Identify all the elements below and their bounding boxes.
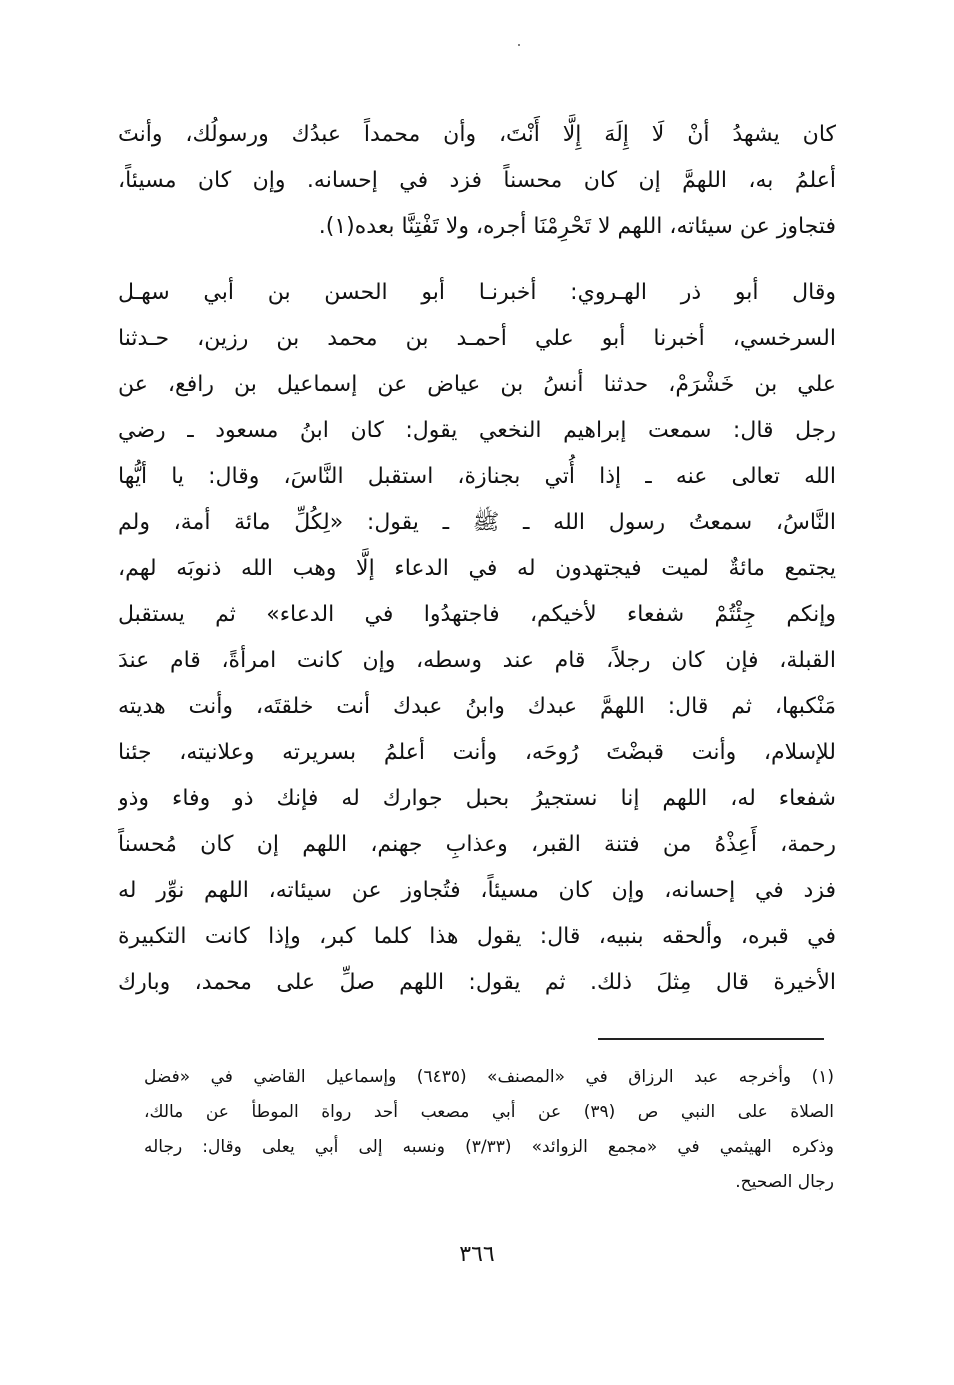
page-number: ٣٦٦ [459,1242,495,1267]
text-line: النَّاسُ، سمعتُ رسول الله ـ ﷺ ـ يقول: «لِكُلِّ مائة أمة، ولم [118,510,836,535]
footnote-line: وذكره الهيثمي في «مجمع الزوائد» (٣/٣٣) ونسبه إلى أبي يعلى وقال: رجاله [144,1137,834,1157]
text-line: وإنكم جِئْتُمْ شفعاء لأخيكم، فاجتهدُوا في الدعاء» ثم يستقبل [118,602,836,627]
paragraph-1 [118,112,836,250]
footnote-line: رجال الصحيح. [735,1172,834,1192]
text-line: في قبره، وألحقه بنبيه، قال: يقول هذا كلما كبر، وإذا كانت التكبيرة [118,924,836,949]
footnotes [144,1060,834,1200]
text-line: فتجاوز عن سيئاته، اللهم لا تَحْرِمْنَا أجره، ولا تَفْتِنَّا بعده(١). [318,214,836,239]
text-line: كان يشهدُ أنْ لَا إِلَهَ إِلَّا أَنْتَ، وأن محمداً عبدُك ورسولُك، وأنتَ [118,122,836,147]
text-line: أعلمُ به، اللهمَّ إن كان محسناً فزد في إحسانه. وإن كان مسيئاً، [118,168,836,193]
text-line: علي بن خَشْرَمْ، حدثنا أنسُ بن عياض عن إسماعيل بن رافع، عن [118,372,836,397]
text-line: فزد في إحسانه، وإن كان مسيئاً، فتُجاوز عن سيئاته، اللهم نوِّر له [118,878,836,903]
text-line: شفعاء له، اللهم إنا نستجيرُ بحبل جوارك له فإنك ذو وفاء وذو [118,786,836,811]
text-line: الله تعالى عنه ـ إذا أُتي بجنازة، استقبل النَّاسَ، وقال: يا أيُّها [118,464,836,489]
main-text [118,112,836,1006]
text-line: وقال أبو ذر الهـروي: أخبرنـا أبو الحسن بن أبي سهـل [118,280,836,305]
text-line: مَنْكبها، ثم قال: اللهمَّ عبدك وابنُ عبدك أنت خلقتَه، وأنت هديته [118,694,836,719]
text-line: السرخسي، أخبرنا أبو علي أحمـد بن محمد بن رزين، حـدثنا [118,326,836,351]
text-line: يجتمع مائةٌ لميت فيجتهدون له في الدعاء إلَّا وهب الله ذنوبَه لهم، [118,556,836,581]
footnote-separator [598,1038,824,1040]
text-line: الأخيرة قال مِثلَ ذلك. ثم يقول: اللهم صلِّ على محمد، وبارك [118,970,836,995]
footnote-line: (١) وأخرجه عبد الرزاق في «المصنف» (٦٤٣٥) وإسماعيل القاضي في «فضل [144,1067,834,1087]
scan-speck [518,44,520,46]
footnote-line: الصلاة على النبي ص (٣٩) عن أبي مصعب أحد رواة الموطأ عن مالك، [144,1102,834,1122]
text-line: رجل قال: سمعت إبراهيم النخعي يقول: كان ابنُ مسعود ـ رضي [118,418,836,443]
paragraph-2 [118,270,836,1006]
text-line: القبلة، فإن كان رجلاً، قام عند وسطه، وإن كانت امرأةً، قام عندَ [118,648,836,673]
text-line: للإسلام، وأنت قبضْتَ رُوحَه، وأنت أعلمُ بسريرته وعلانيته، جئنا [118,740,836,765]
text-line: رحمة، أَعِذْهُ من فتنة القبر، وعذابِ جهنم، اللهم إن كان مُحسناً [118,832,836,857]
